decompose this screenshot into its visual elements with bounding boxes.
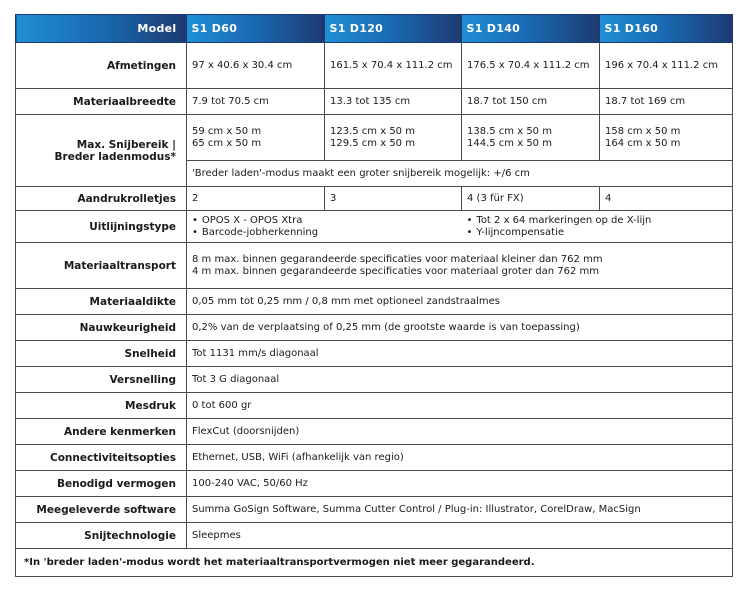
cell-value: 0 tot 600 gr — [187, 393, 733, 419]
cell-value: 161.5 x 70.4 x 111.2 cm — [325, 43, 462, 89]
cell-value: 4 — [600, 187, 733, 211]
row-label: Uitlijningstype — [16, 211, 187, 243]
cell-value — [462, 115, 600, 161]
cell-value — [187, 115, 325, 161]
spec-table-container — [15, 14, 732, 577]
row-label: Nauwkeurigheid — [16, 315, 187, 341]
cell-value: 18.7 tot 150 cm — [462, 89, 600, 115]
cell-value: 176.5 x 70.4 x 111.2 cm — [462, 43, 600, 89]
cell-value: Summa GoSign Software, Summa Cutter Control / Plug-in: Illustrator, CorelDraw, MacSign — [187, 497, 733, 523]
bullet-item: • OPOS X - OPOS Xtra — [192, 215, 457, 227]
row-software — [16, 497, 733, 523]
cell-line: 8 m max. binnen gegarandeerde specificaties voor materiaal kleiner dan 762 mm — [192, 253, 603, 265]
cell-value: 196 x 70.4 x 111.2 cm — [600, 43, 733, 89]
row-label: Snelheid — [16, 341, 187, 367]
cell-value: 97 x 40.6 x 30.4 cm — [187, 43, 325, 89]
cell-line: 59 cm x 50 m — [192, 125, 262, 137]
row-snijtechnologie — [16, 523, 733, 549]
row-connectiviteit — [16, 445, 733, 471]
row-label: Benodigd vermogen — [16, 471, 187, 497]
row-footnote — [16, 549, 733, 577]
row-label — [16, 115, 187, 187]
cell-value: 18.7 tot 169 cm — [600, 89, 733, 115]
model-s1-d140: S1 D140 — [462, 15, 600, 43]
row-label: Meegeleverde software — [16, 497, 187, 523]
cell-value: Ethernet, USB, WiFi (afhankelijk van regio) — [187, 445, 733, 471]
row-materiaaldikte — [16, 289, 733, 315]
spec-table — [15, 14, 733, 577]
cell-line: 158 cm x 50 m — [605, 125, 681, 137]
cell-line: 65 cm x 50 m — [192, 137, 262, 149]
cell-value-right — [462, 211, 733, 243]
cell-line: 144.5 cm x 50 m — [467, 137, 552, 149]
row-aandrukrolletjes — [16, 187, 733, 211]
row-materiaalbreedte — [16, 89, 733, 115]
cell-line: 123.5 cm x 50 m — [330, 125, 415, 137]
row-label: Materiaalbreedte — [16, 89, 187, 115]
row-label: Materiaaltransport — [16, 243, 187, 289]
row-mesdruk — [16, 393, 733, 419]
cell-value: Tot 3 G diagonaal — [187, 367, 733, 393]
cell-value: 2 — [187, 187, 325, 211]
row-label: Snijtechnologie — [16, 523, 187, 549]
bullet-item: • Y-lijncompensatie — [467, 227, 728, 239]
cell-line: 138.5 cm x 50 m — [467, 125, 552, 137]
footnote: *In 'breder laden'-modus wordt het materiaaltransportvermogen niet meer gegarandeerd. — [16, 549, 733, 577]
snijbereik-note: 'Breder laden'-modus maakt een groter snijbereik mogelijk: +/6 cm — [187, 161, 733, 187]
model-s1-d160: S1 D160 — [600, 15, 733, 43]
cell-value: 3 — [325, 187, 462, 211]
header-row — [16, 15, 733, 43]
cell-value: Tot 1131 mm/s diagonaal — [187, 341, 733, 367]
row-label: Mesdruk — [16, 393, 187, 419]
row-label-line2: Breder ladenmodus* — [54, 150, 176, 163]
cell-value: 0,05 mm tot 0,25 mm / 0,8 mm met optioneel zandstraalmes — [187, 289, 733, 315]
row-snelheid — [16, 341, 733, 367]
row-materiaaltransport — [16, 243, 733, 289]
cell-value: 0,2% van de verplaatsing of 0,25 mm (de grootste waarde is van toepassing) — [187, 315, 733, 341]
cell-value: 7.9 tot 70.5 cm — [187, 89, 325, 115]
row-afmetingen — [16, 43, 733, 89]
cell-line: 4 m max. binnen gegarandeerde specificaties voor materiaal groter dan 762 mm — [192, 265, 599, 277]
cell-value: 13.3 tot 135 cm — [325, 89, 462, 115]
cell-value — [325, 115, 462, 161]
model-s1-d60: S1 D60 — [187, 15, 325, 43]
row-label: Andere kenmerken — [16, 419, 187, 445]
cell-line: 164 cm x 50 m — [605, 137, 681, 149]
row-label-line1: Max. Snijbereik | — [76, 138, 176, 151]
header-model-label: Model — [16, 15, 187, 43]
cell-value: Sleepmes — [187, 523, 733, 549]
bullet-item: • Barcode-jobherkenning — [192, 227, 457, 239]
cell-value — [600, 115, 733, 161]
row-snijbereik — [16, 115, 733, 161]
cell-line: 129.5 cm x 50 m — [330, 137, 415, 149]
cell-value: 100-240 VAC, 50/60 Hz — [187, 471, 733, 497]
cell-value: 4 (3 für FX) — [462, 187, 600, 211]
row-label: Materiaaldikte — [16, 289, 187, 315]
cell-value-left — [187, 211, 462, 243]
model-s1-d120: S1 D120 — [325, 15, 462, 43]
row-uitlijningstype — [16, 211, 733, 243]
row-versnelling — [16, 367, 733, 393]
row-nauwkeurigheid — [16, 315, 733, 341]
row-label: Afmetingen — [16, 43, 187, 89]
row-andere-kenmerken — [16, 419, 733, 445]
row-label: Versnelling — [16, 367, 187, 393]
row-label: Connectiviteitsopties — [16, 445, 187, 471]
cell-value: FlexCut (doorsnijden) — [187, 419, 733, 445]
row-vermogen — [16, 471, 733, 497]
cell-value — [187, 243, 733, 289]
bullet-item: • Tot 2 x 64 markeringen op de X-lijn — [467, 215, 728, 227]
row-label: Aandrukrolletjes — [16, 187, 187, 211]
